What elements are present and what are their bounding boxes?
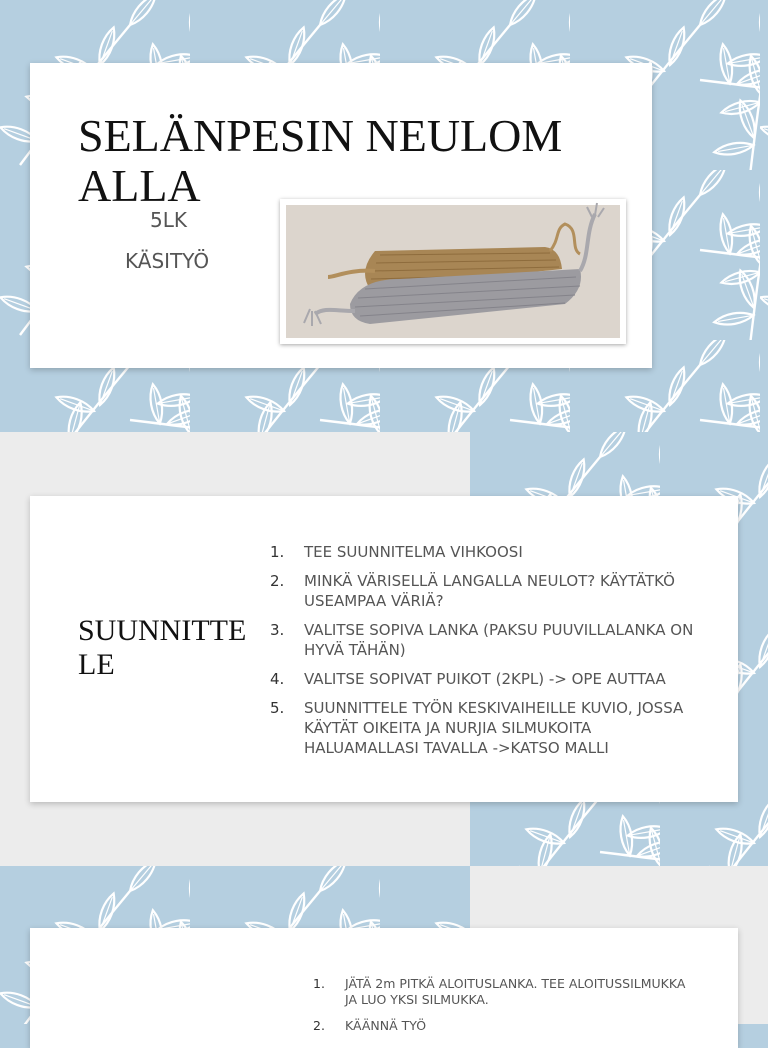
step-text: [304, 571, 675, 611]
step-text-line: VALITSE SOPIVAT PUIKOT (2KPL) -> OPE AUTTAA: [304, 670, 666, 688]
step-text-line: KÄYTÄT OIKEITA JA NURJIA SILMUKOITA: [304, 719, 592, 737]
plan-heading-line-2: LE: [78, 648, 115, 681]
page-title: [78, 111, 562, 211]
knitted-back-scrubber-photo: [280, 199, 626, 344]
step-number: 4.: [270, 670, 285, 688]
slide-plan: [0, 432, 768, 866]
plan-heading: [78, 614, 246, 682]
step-number: 1.: [313, 976, 325, 991]
slide-title: [0, 0, 768, 432]
step-text-line: VALITSE SOPIVA LANKA (PAKSU PUUVILLALANKA ON: [304, 621, 694, 639]
list-item: [313, 1018, 723, 1034]
step-number: 2.: [270, 572, 285, 590]
subtitle-grade: 5LK: [150, 208, 187, 232]
step-text-line: MINKÄ VÄRISELLÄ LANGALLA NEULOT? KÄYTÄTKÖ: [304, 572, 675, 590]
step-text: [304, 542, 523, 562]
list-item: [270, 669, 730, 689]
step-text-line: SUUNNITTELE TYÖN KESKIVAIHEILLE KUVIO, JOSSA: [304, 699, 684, 717]
step-text-line: HYVÄ TÄHÄN): [304, 641, 406, 659]
step-text: [304, 669, 666, 689]
step-text-line: HALUAMALLASI TAVALLA ->KATSO MALLI: [304, 739, 609, 757]
list-item: [313, 976, 723, 1008]
step-text: [345, 1018, 426, 1034]
list-item: [270, 698, 730, 758]
step-text-line: USEAMPAA VÄRIÄ?: [304, 592, 444, 610]
instruction-steps-list: [313, 976, 723, 1034]
title-line-1: SELÄNPESIN NEULOM: [78, 110, 563, 161]
list-item: [270, 542, 730, 562]
step-number: 2.: [313, 1018, 325, 1033]
list-item: [270, 571, 730, 611]
step-text-line: JÄTÄ 2m PITKÄ ALOITUSLANKA. TEE ALOITUSSILMUKKA: [345, 976, 686, 991]
step-number: 1.: [270, 543, 285, 561]
plan-steps-list: [270, 542, 730, 758]
plan-heading-line-1: SUUNNITTE: [78, 614, 247, 647]
step-text-line: JA LUO YKSI SILMUKKA.: [345, 992, 489, 1007]
title-card: [30, 63, 652, 368]
plan-card: [30, 496, 738, 802]
step-text-line: TEE SUUNNITELMA VIHKOOSI: [304, 543, 523, 561]
step-number: 5.: [270, 699, 285, 717]
step-text: [345, 976, 685, 1008]
title-line-2: ALLA: [78, 160, 201, 211]
step-text-line: KÄÄNNÄ TYÖ: [345, 1018, 427, 1033]
step-text: [304, 698, 683, 758]
subtitle-subject: KÄSITYÖ: [125, 249, 210, 273]
step-number: 3.: [270, 621, 285, 639]
instructions-card: [30, 928, 738, 1048]
slide-instructions: [0, 866, 768, 1033]
step-text: [304, 620, 693, 660]
list-item: [270, 620, 730, 660]
